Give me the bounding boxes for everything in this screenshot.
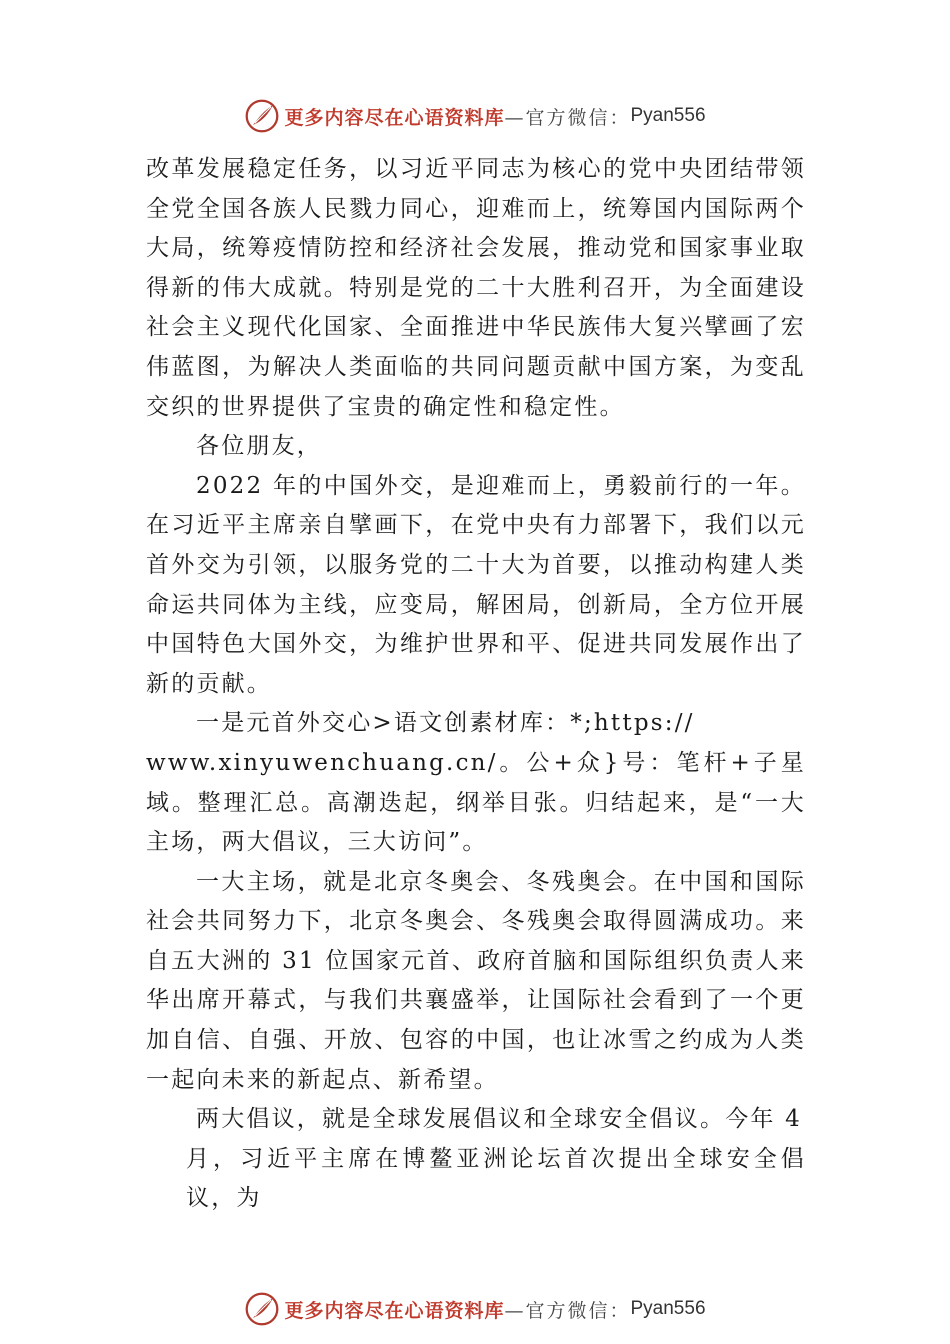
paragraph-3: 2022 年的中国外交，是迎难而上，勇毅前行的一年。在习近平主席亲自擘画下，在党中央有力部署下，我们以元首外交为引领，以服务党的二十大为首要，以推动构建人类命运共同体为主线，应变局，解困局，创新局，全方位开展中国特色大国外交，为维护世界和平、促进共同发展作出了新的贡献。: [146, 472, 806, 697]
header-banner: [0, 94, 950, 138]
paragraph-6-line-2: 月，习近平主席在博鳌亚洲论坛首次提出全球安全倡议，为: [186, 1145, 806, 1212]
paragraph-6-line-1: 两大倡议，就是全球发展倡议和全球安全倡议。今年 4: [196, 1106, 802, 1133]
paragraph-4-line-1: 一是元首外交心>语文创素材库：*;https://: [196, 710, 695, 737]
footer-wechat-id: Pyan556: [630, 1298, 706, 1319]
document-body: [146, 150, 806, 1219]
quill-logo-icon: [244, 98, 280, 134]
header-wechat-id: Pyan556: [630, 105, 706, 126]
header-brand: 更多内容尽在心语资料库: [284, 106, 505, 129]
header-separator: —官方微信：: [504, 106, 631, 129]
paragraph-4-rest: www.xinyuwenchuang.cn/。公+众}号：笔杆+子星域。整理汇总。高潮迭起，纲举目张。归结起来，是“一大主场，两大倡议，三大访问”。: [146, 749, 806, 856]
footer-banner: [0, 1287, 950, 1331]
paragraph-2: 各位朋友，: [196, 433, 322, 460]
paragraph-5: 一大主场，就是北京冬奥会、冬残奥会。在中国和国际社会共同努力下，北京冬奥会、冬残奥会取得圆满成功。来自五大洲的 31 位国家元首、政府首脑和国际组织负责人来华出席开幕式，与我们共襄盛举，让国际社会看到了一个更加自信、自强、开放、包容的中国，也让冰雪之约成为人类一起向未来的新起点、新希望。: [146, 868, 806, 1093]
footer-brand: 更多内容尽在心语资料库: [284, 1299, 505, 1322]
paragraph-1: 改革发展稳定任务，以习近平同志为核心的党中央团结带领全党全国各族人民戮力同心，迎难而上，统筹国内国际两个大局，统筹疫情防控和经济社会发展，推动党和国家事业取得新的伟大成就。特别是党的二十大胜利召开，为全面建设社会主义现代化国家、全面推进中华民族伟大复兴擘画了宏伟蓝图，为解决人类面临的共同问题贡献中国方案，为变乱交织的世界提供了宝贵的确定性和稳定性。: [146, 156, 806, 420]
footer-separator: —官方微信：: [504, 1299, 631, 1322]
quill-logo-icon: [244, 1291, 280, 1327]
